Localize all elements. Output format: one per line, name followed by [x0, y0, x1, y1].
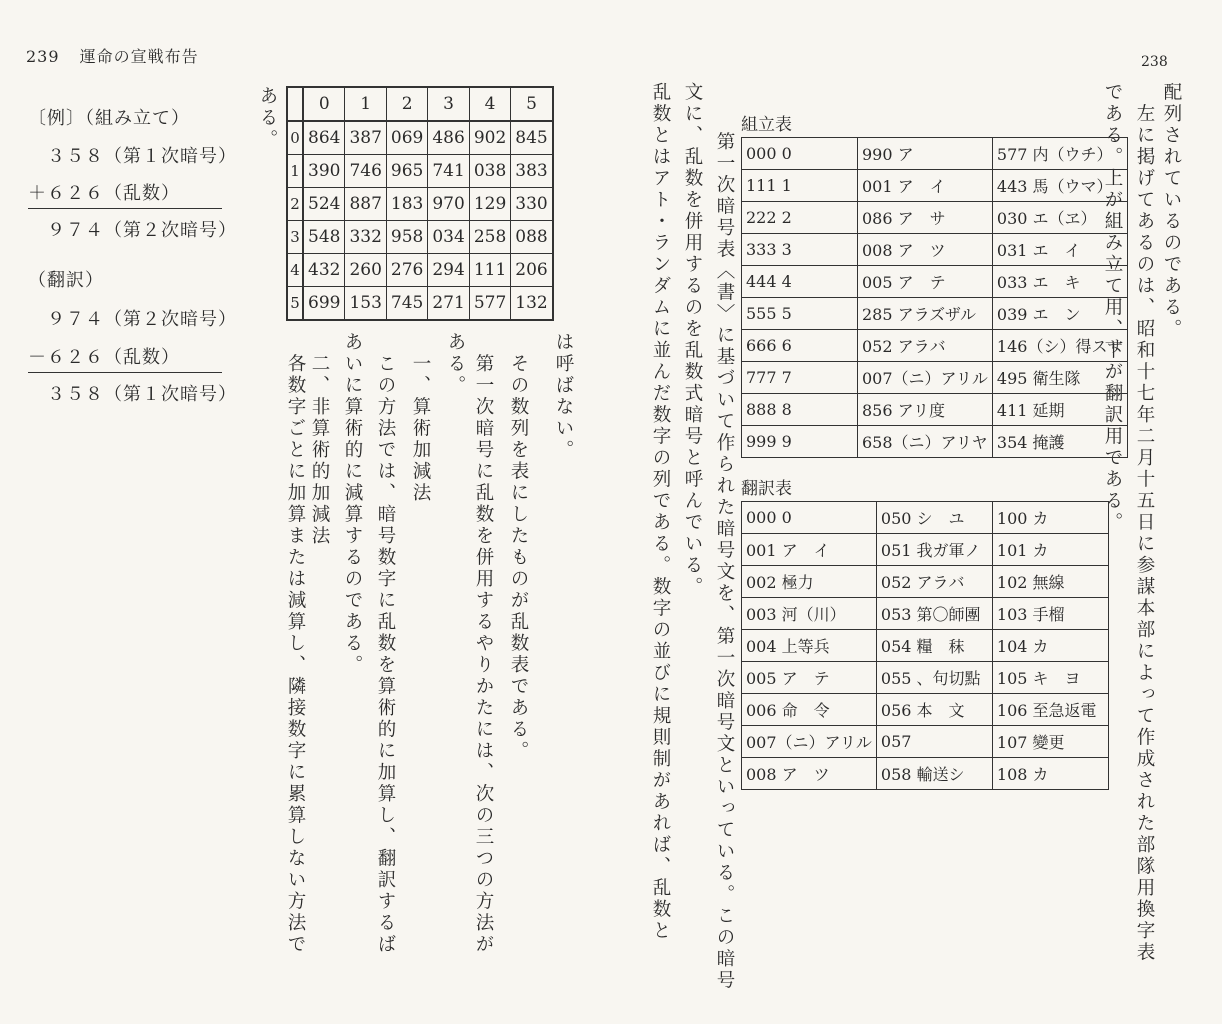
table-cell: 577	[469, 287, 510, 321]
page-number: 239	[26, 47, 60, 66]
table-cell: 888 8	[742, 394, 858, 426]
table-cell: 111	[469, 254, 510, 287]
table-cell: 055 、句切點	[876, 662, 992, 694]
text-column: 配列されているのである。	[1161, 82, 1182, 340]
row-header: 0	[287, 121, 303, 155]
table-cell: 555 5	[742, 298, 858, 330]
text-column: 第一次暗号に乱数を併用するやりかたには、次の三つの方法が	[473, 332, 494, 956]
text-column: 一、算術加減法	[410, 332, 431, 504]
assembly-table	[741, 137, 1128, 458]
table-row	[287, 221, 553, 254]
table-cell: 007（ニ）アリル	[742, 726, 877, 758]
table-cell: 845	[511, 121, 553, 155]
table-cell: 990 ア	[858, 138, 993, 170]
table-row	[742, 362, 1128, 394]
row-header: 4	[287, 254, 303, 287]
text-column: 左に掲げてあるのは、昭和十七年二月十五日に参謀本部によって作成された部隊用換字表	[1134, 82, 1155, 964]
row-header: 3	[287, 221, 303, 254]
table-cell: 443 馬（ウマ）	[992, 170, 1127, 202]
table-cell: 666 6	[742, 330, 858, 362]
random-number-table	[286, 86, 554, 321]
page-number: 238	[1141, 54, 1168, 70]
right-page	[611, 0, 1222, 1024]
table-cell: 658（ニ）アリヤ	[858, 426, 993, 458]
table-cell: 153	[345, 287, 386, 321]
table-cell: 577 内（ウチ）	[992, 138, 1127, 170]
table-cell: 103 手榴	[992, 598, 1108, 630]
translation-table-label: 翻訳表	[741, 479, 792, 499]
table-cell: 271	[428, 287, 469, 321]
table-row	[742, 566, 1109, 598]
table-cell: 052 アラバ	[858, 330, 993, 362]
table-cell: 864	[303, 121, 345, 155]
table-cell: 105 キ ヨ	[992, 662, 1108, 694]
table-row	[287, 287, 553, 321]
table-cell: 258	[469, 221, 510, 254]
table-cell: 051 我ガ軍ノ	[876, 534, 992, 566]
table-cell: 387	[345, 121, 386, 155]
text-column: である。上が組み立て用、下が翻訳用である。	[1102, 82, 1123, 534]
text-column: 二、非算術的加減法	[309, 332, 330, 547]
table-cell: 746	[345, 155, 386, 188]
text-column: 乱数とはアト・ランダムに並んだ数字の列である。数字の並びに規則制があれば、乱数と	[650, 82, 671, 942]
table-cell: 108 カ	[992, 758, 1108, 790]
table-cell: 101 カ	[992, 534, 1108, 566]
table-cell: 432	[303, 254, 345, 287]
table-row	[742, 234, 1128, 266]
table-cell: 001 ア イ	[858, 170, 993, 202]
running-head-title: 運命の宣戦布告	[79, 47, 199, 66]
table-row	[742, 330, 1128, 362]
table-row	[742, 266, 1128, 298]
table-cell: 354 掩護	[992, 426, 1127, 458]
example-line: ３５８（第１次暗号）	[28, 146, 237, 167]
translation-table	[741, 501, 1109, 790]
table-cell: 008 ア ツ	[742, 758, 877, 790]
difference-rule	[28, 372, 222, 373]
table-cell: 132	[511, 287, 553, 321]
table-cell: 107 變更	[992, 726, 1108, 758]
example-line: ９７４（第２次暗号）	[28, 309, 237, 330]
table-cell: 005 ア テ	[858, 266, 993, 298]
row-header: 2	[287, 188, 303, 221]
table-cell: 444 4	[742, 266, 858, 298]
table-cell: 054 糧 秣	[876, 630, 992, 662]
table-cell: 777 7	[742, 362, 858, 394]
column-header: 5	[511, 87, 553, 121]
table-cell: 260	[345, 254, 386, 287]
table-cell: 222 2	[742, 202, 858, 234]
table-cell: 030 エ（ヱ）	[992, 202, 1127, 234]
row-header: 5	[287, 287, 303, 321]
table-cell: 100 カ	[992, 502, 1108, 534]
table-cell: 495 衛生隊	[992, 362, 1127, 394]
table-cell: 034	[428, 221, 469, 254]
table-cell: 333 3	[742, 234, 858, 266]
table-cell: 002 極力	[742, 566, 877, 598]
table-row	[742, 426, 1128, 458]
table-cell: 111 1	[742, 170, 858, 202]
text-column: ある。	[445, 332, 466, 397]
table-cell: 106 至急返電	[992, 694, 1108, 726]
table-cell: 146（シ）得スサ	[992, 330, 1127, 362]
table-cell: 887	[345, 188, 386, 221]
example-line: ＋６２６（乱数）	[28, 183, 180, 204]
table-cell: 999 9	[742, 426, 858, 458]
table-cell: 548	[303, 221, 345, 254]
table-caption: ある。	[257, 86, 278, 151]
table-row	[742, 202, 1128, 234]
table-cell: 005 ア テ	[742, 662, 877, 694]
table-cell: 970	[428, 188, 469, 221]
table-cell: 129	[469, 188, 510, 221]
table-row	[742, 630, 1109, 662]
table-cell: 039 エ ン	[992, 298, 1127, 330]
table-row	[287, 188, 553, 221]
table-cell: 745	[386, 287, 427, 321]
example-line: ３５８（第１次暗号）	[28, 384, 237, 405]
table-cell: 390	[303, 155, 345, 188]
table-cell: 003 河（川）	[742, 598, 877, 630]
table-row	[742, 598, 1109, 630]
table-row	[742, 394, 1128, 426]
table-cell: 001 ア イ	[742, 534, 877, 566]
table-row	[742, 726, 1109, 758]
column-header: 0	[303, 87, 345, 121]
table-cell: 524	[303, 188, 345, 221]
running-header	[26, 44, 199, 67]
table-cell: 031 エ イ	[992, 234, 1127, 266]
table-cell: 383	[511, 155, 553, 188]
table-cell: 008 ア ツ	[858, 234, 993, 266]
table-cell: 038	[469, 155, 510, 188]
column-header: 2	[386, 87, 427, 121]
text-column: この方法では、暗号数字に乱数を算術的に加算し、翻訳するば	[375, 332, 396, 956]
table-cell: 856 アリ度	[858, 394, 993, 426]
example-line: －６２６（乱数）	[28, 347, 180, 368]
table-cell: 006 命 令	[742, 694, 877, 726]
example-heading: 〔例〕（組み立て）	[28, 108, 190, 129]
table-cell: 086 ア サ	[858, 202, 993, 234]
table-cell: 183	[386, 188, 427, 221]
table-row	[742, 138, 1128, 170]
table-cell: 069	[386, 121, 427, 155]
translation-heading: （翻訳）	[28, 270, 104, 291]
table-cell: 057	[876, 726, 992, 758]
table-row	[287, 155, 553, 188]
table-row	[287, 121, 553, 155]
table-cell: 330	[511, 188, 553, 221]
table-cell: 007（ニ）アリル	[858, 362, 993, 394]
table-row	[742, 662, 1109, 694]
table-cell: 104 カ	[992, 630, 1108, 662]
text-column: は呼ばない。	[553, 332, 574, 461]
table-cell: 050 シ ユ	[876, 502, 992, 534]
table-row	[742, 694, 1109, 726]
text-column: 第一次暗号表〈書〉に基づいて作られた暗号文を、第一次暗号文といっている。この暗号	[714, 110, 735, 992]
row-header: 1	[287, 155, 303, 188]
table-row	[742, 170, 1128, 202]
table-cell: 965	[386, 155, 427, 188]
table-cell: 056 本 文	[876, 694, 992, 726]
table-cell: 102 無線	[992, 566, 1108, 598]
table-header-row	[287, 87, 553, 121]
table-cell: 000 0	[742, 502, 877, 534]
table-cell: 902	[469, 121, 510, 155]
table-row	[742, 534, 1109, 566]
table-cell: 004 上等兵	[742, 630, 877, 662]
table-cell: 294	[428, 254, 469, 287]
table-cell: 276	[386, 254, 427, 287]
sum-rule	[28, 208, 222, 209]
table-cell: 053 第〇師團	[876, 598, 992, 630]
table-cell: 332	[345, 221, 386, 254]
text-column: その数列を表にしたものが乱数表である。	[508, 332, 529, 762]
example-line: ９７４（第２次暗号）	[28, 220, 237, 241]
table-cell: 285 アラズザル	[858, 298, 993, 330]
table-row	[287, 254, 553, 287]
column-header	[287, 87, 303, 121]
text-column: 文に、乱数を併用するのを乱数式暗号と呼んでいる。	[682, 82, 703, 598]
column-header: 3	[428, 87, 469, 121]
table-row	[742, 758, 1109, 790]
table-cell: 206	[511, 254, 553, 287]
table-cell: 058 輸送シ	[876, 758, 992, 790]
table-cell: 033 エ キ	[992, 266, 1127, 298]
table-cell: 052 アラバ	[876, 566, 992, 598]
assembly-table-label: 組立表	[741, 115, 792, 135]
table-row	[742, 298, 1128, 330]
table-cell: 699	[303, 287, 345, 321]
table-cell: 741	[428, 155, 469, 188]
table-cell: 000 0	[742, 138, 858, 170]
table-cell: 411 延期	[992, 394, 1127, 426]
text-column: あいに算術的に減算するのである。	[342, 332, 363, 676]
table-row	[742, 502, 1109, 534]
column-header: 1	[345, 87, 386, 121]
table-cell: 958	[386, 221, 427, 254]
table-cell: 088	[511, 221, 553, 254]
table-cell: 486	[428, 121, 469, 155]
text-column: 各数字ごとに加算または減算し、隣接数字に累算しない方法で	[285, 332, 306, 956]
column-header: 4	[469, 87, 510, 121]
